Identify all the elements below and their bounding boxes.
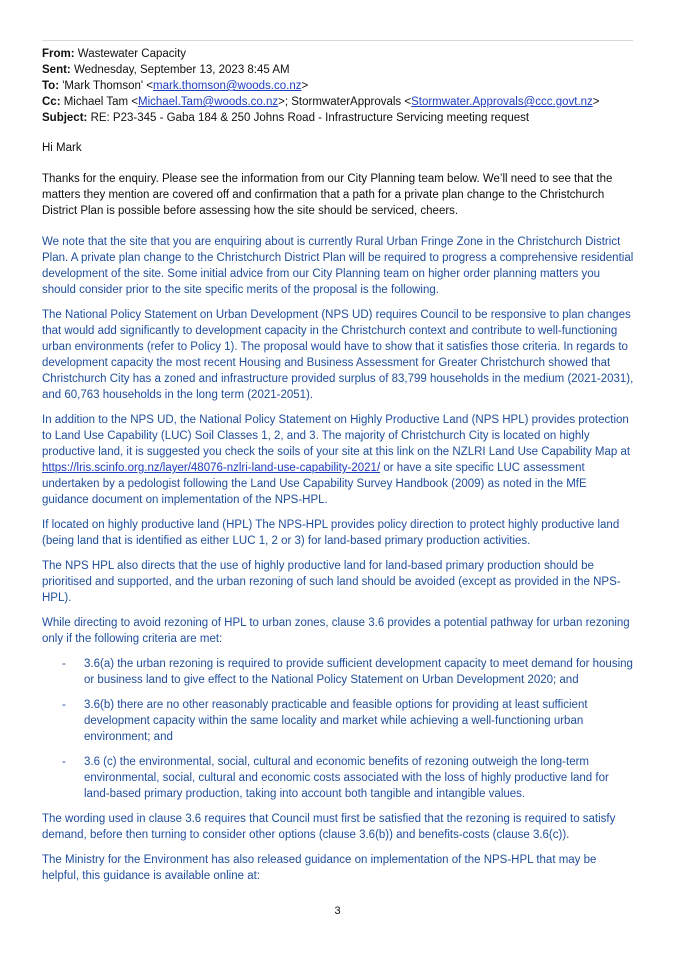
paragraph-clause-wording: The wording used in clause 3.6 requires that Council must first be satisfied that the rezoning is required to satisfy demand, before then turning to consider other options (clause 3.6(b)) and benefits-costs (clause 3.6(c)). [42,813,616,841]
page-number: 3 [334,905,341,917]
header-divider [42,40,633,41]
list-item: - 3.6 (c) the environmental, social, cultural and economic benefits of rezoning outweigh the long-term environmental, social, cultural and economic costs associated with the loss of highly productive land for land-based primary production, taking into account both tangible and intangible values. [62,756,609,800]
paragraph-hpl-direction: If located on highly productive land (HPL) The NPS-HPL provides policy direction to protect highly productive land (being land that is identified as either LUC 1, 2 or 3) for land-based primary production activities. [42,519,620,547]
paragraph-nps-hpl: In addition to the NPS UD, the National Policy Statement on Highly Productive Land (NPS HPL) provides protection to Land Use Capability (LUC) Soil Classes 1, 2, and 3. The majority of Christchurch City is located on highly productive land, it is suggested you check the soils of your site at this link on the NZLRI Land Use Capability Map at https://lris.scinfo.org.nz/layer/48076-nzlri-land-use-capability-2021/ or have a site specific LUC assessment undertaken by a pedologist following the Land Use Capability Survey Handbook (2009) as noted in the MfE guidance document on implementation of the NPS-HPL. [42,414,631,506]
paragraph-rural-zone: We note that the site that you are enquiring about is currently Rural Urban Fringe Zone in the Christchurch District Plan. A private plan change to the Christchurch District Plan will be required to progress a comprehensive residential development of the site. Some initial advice from our City Planning team on higher order planning matters you should consider prior to the site specific merits of the proposal is the following. [42,236,634,296]
lris-link[interactable]: https://lris.scinfo.org.nz/layer/48076-nzlri-land-use-capability-2021/ [42,462,381,474]
paragraph-nps-ud: The National Policy Statement on Urban Development (NPS UD) requires Council to be responsive to plan changes that would add significantly to development capacity in the Christchurch context and contribute to well-functioning urban environments (refer to Policy 1). The proposal would have to show that it satisfies those criteria. In regards to development capacity the most recent Housing and Business Assessment for Greater Christchurch showed that Christchurch City has a zoned and infrastructure provided surplus of 83,799 households in the medium (2021-2031), and 60,763 households in the long term (2021-2051). [42,309,634,401]
to-line: To: 'Mark Thomson' <mark.thomson@woods.co.nz> [42,80,309,92]
greeting: Hi Mark [42,142,82,154]
subject-line: Subject: RE: P23-345 - Gaba 184 & 250 Johns Road - Infrastructure Servicing meeting request [42,112,530,124]
intro-paragraph: Thanks for the enquiry. Please see the information from our City Planning team below. We’ll need to see that the matters they mention are covered off and confirmation that a path for a private plan change to the Christchurch District Plan is possible before assessing how the site should be serviced, cheers. [42,173,613,217]
from-line: From: Wastewater Capacity [42,48,187,60]
email-header [42,46,634,126]
criteria-list [42,656,634,802]
email-page [42,46,634,893]
list-item: - 3.6(a) the urban rezoning is required to provide sufficient development capacity to meet demand for housing or business land to give effect to the National Policy Statement on Urban Development 2020; and [62,658,633,686]
paragraph-mfe-guidance: The Ministry for the Environment has also released guidance on implementation of the NPS-HPL that may be helpful, this guidance is available online at: [42,854,597,882]
sent-line: Sent: Wednesday, September 13, 2023 8:45 AM [42,64,290,76]
cc-email-link-1[interactable]: Michael.Tam@woods.co.nz [137,96,279,108]
paragraph-clause-3-6: While directing to avoid rezoning of HPL to urban zones, clause 3.6 provides a potential pathway for urban rezoning only if the following criteria are met: [42,617,630,645]
to-email-link[interactable]: mark.thomson@woods.co.nz [153,80,302,92]
cc-email-link-2[interactable]: Stormwater.Approvals@ccc.govt.nz [411,96,593,108]
paragraph-hpl-priority: The NPS HPL also directs that the use of highly productive land for land-based primary production should be prioritised and supported, and the urban rezoning of such land should be avoided (except as provided in the NPS-HPL). [42,560,621,604]
cc-line: Cc: Michael Tam <Michael.Tam@woods.co.nz>; StormwaterApprovals <Stormwater.Approvals@ccc.govt.nz> [42,96,600,108]
list-item: - 3.6(b) there are no other reasonably practicable and feasible options for providing at least sufficient development capacity within the same locality and market while achieving a well-functioning urban environment; and [62,699,588,743]
